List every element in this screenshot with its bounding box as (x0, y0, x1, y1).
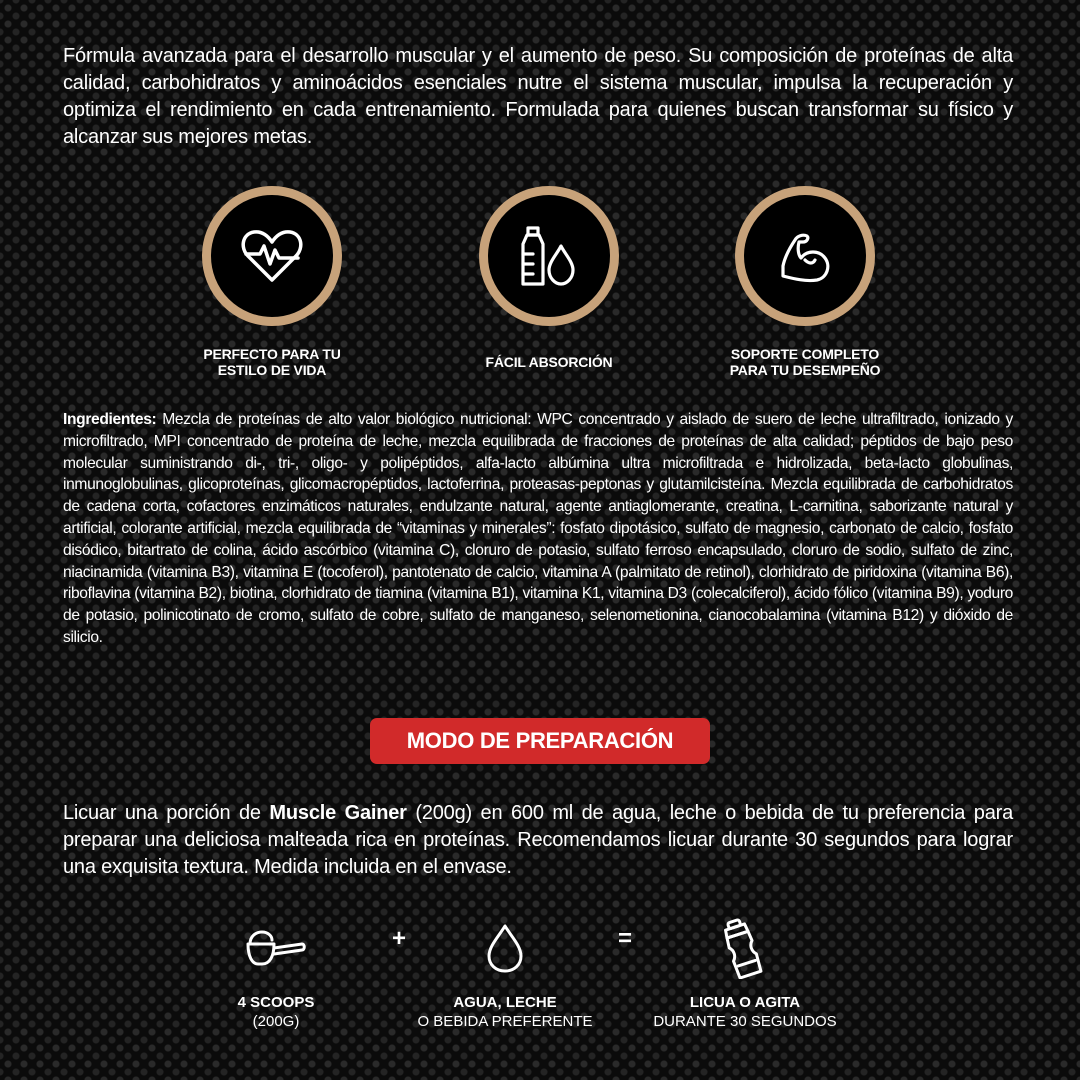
product-name: Muscle Gainer (269, 802, 407, 824)
prep-text-after: (200g) en 600 ml de agua, leche o bebida de tu preferencia para preparar una deliciosa malteada rica en proteínas. Recomendamos licuar durante 30 segundos para lograr una exquisita textura. Medida incluida en el envase. (63, 802, 1013, 878)
feature-label-line: PERFECTO PARA TU (203, 346, 341, 362)
bottle-drop-icon (513, 220, 585, 292)
feature-ring (479, 186, 619, 326)
feature-label-line: SOPORTE COMPLETO (730, 346, 880, 362)
feature-label-line: ESTILO DE VIDA (217, 362, 327, 378)
intro-paragraph: Fórmula avanzada para el desarrollo muscular y el aumento de peso. Su composición de proteínas de alta calidad, carbohidratos y aminoácidos esenciales nutre el sistema muscular, impulsa la recuperación y optimiza el rendimiento en cada entrenamiento. Formulada para quienes buscan transformar su físico y alcanzar sus mejores metas. (63, 45, 1013, 148)
feature-label-line: PARA TU DESEMPEÑO (729, 362, 881, 378)
feature-label-line: FÁCIL ABSORCIÓN (485, 354, 613, 370)
feature-performance (705, 186, 905, 388)
step-icon (485, 915, 525, 981)
feature-label (730, 336, 881, 388)
scoop-icon (244, 926, 308, 970)
water-drop-icon (485, 922, 525, 974)
step-subtitle: O BEBIDA PREFERENTE (417, 1013, 593, 1030)
step-liquid (385, 915, 625, 1031)
ingredients-text: Mezcla de proteínas de alto valor biológico nutricional: WPC concentrado y aislado de suero de leche ultrafiltrado, ionizado y microfiltrado, MPI concentrado de proteína de leche, mezcla equilibrada de fracciones de proteínas de alta calidad; péptidos de bajo peso molecular suministrando di-, tri-, oligo- y polipéptidos, alfa-lacto albúmina ultra microfiltrada e hidrolizada, beta-lacto globulinas, inmunoglobulinas, glicoproteínas, glicomacropéptidos, lactoferrina, proteasas-peptonas y glutamilcisteína. Mezcla equilibrada de carbohidratos de cadena corta, cofactores enzimáticos naturales, endulzante natural, agente antiaglomerante, creatina, L-carnitina, saborizante natural y artificial, colorante artificial, mezcla equilibrada de “vitaminas y minerales”: fosfato dipotásico, sulfato de magnesio, carbonato de calcio, fosfato disódico, bitartrato de colina, ácido ascórbico (vitamina C), cloruro de potasio, sulfato ferroso encapsulado, cloruro de sodio, sulfato de zinc, niacinamida (vitamina B3), vitamina E (tocoferol), pantotenato de calcio, vitamina A (palmitato de retinol), clorhidrato de piridoxina (vitamina B6), riboflavina (vitamina B2), biotina, clorhidrato de tiamina (vitamina B1), vitamina K1, vitamina D3 (colecalciferol), ácido fólico (vitamina B9), yoduro de potasio, polinicotinato de cromo, sulfato de cobre, sulfato de manganeso, selenometionina, cianocobalamina (vitamina B12) y dióxido de silicio. (63, 411, 1013, 646)
preparation-mode-button[interactable]: MODO DE PREPARACIÓN (370, 718, 710, 764)
step-title: AGUA, LECHE (453, 994, 557, 1011)
shaker-bottle-icon (720, 917, 770, 979)
step-title: 4 SCOOPS (237, 994, 315, 1011)
equals-sign: = (618, 925, 633, 952)
prep-text-before: Licuar una porción de (63, 802, 270, 824)
feature-lifestyle (172, 186, 372, 388)
heart-pulse-icon (236, 220, 308, 292)
feature-label (486, 336, 613, 388)
feature-ring (735, 186, 875, 326)
step-shake (625, 915, 865, 1031)
preparation-paragraph (63, 800, 1013, 881)
step-subtitle: DURANTE 30 SEGUNDOS (653, 1013, 837, 1030)
step-icon (244, 915, 308, 981)
feature-label (203, 336, 340, 388)
feature-absorption (449, 186, 649, 388)
step-title: LICUA O AGITA (689, 994, 801, 1011)
ingredients-paragraph (63, 409, 1013, 649)
step-scoops (156, 915, 396, 1031)
flexed-arm-icon (769, 220, 841, 292)
step-subtitle: (200G) (252, 1013, 300, 1030)
feature-ring (202, 186, 342, 326)
ingredients-label: Ingredientes: (63, 411, 157, 428)
plus-sign: + (392, 925, 407, 952)
step-icon (720, 915, 770, 981)
